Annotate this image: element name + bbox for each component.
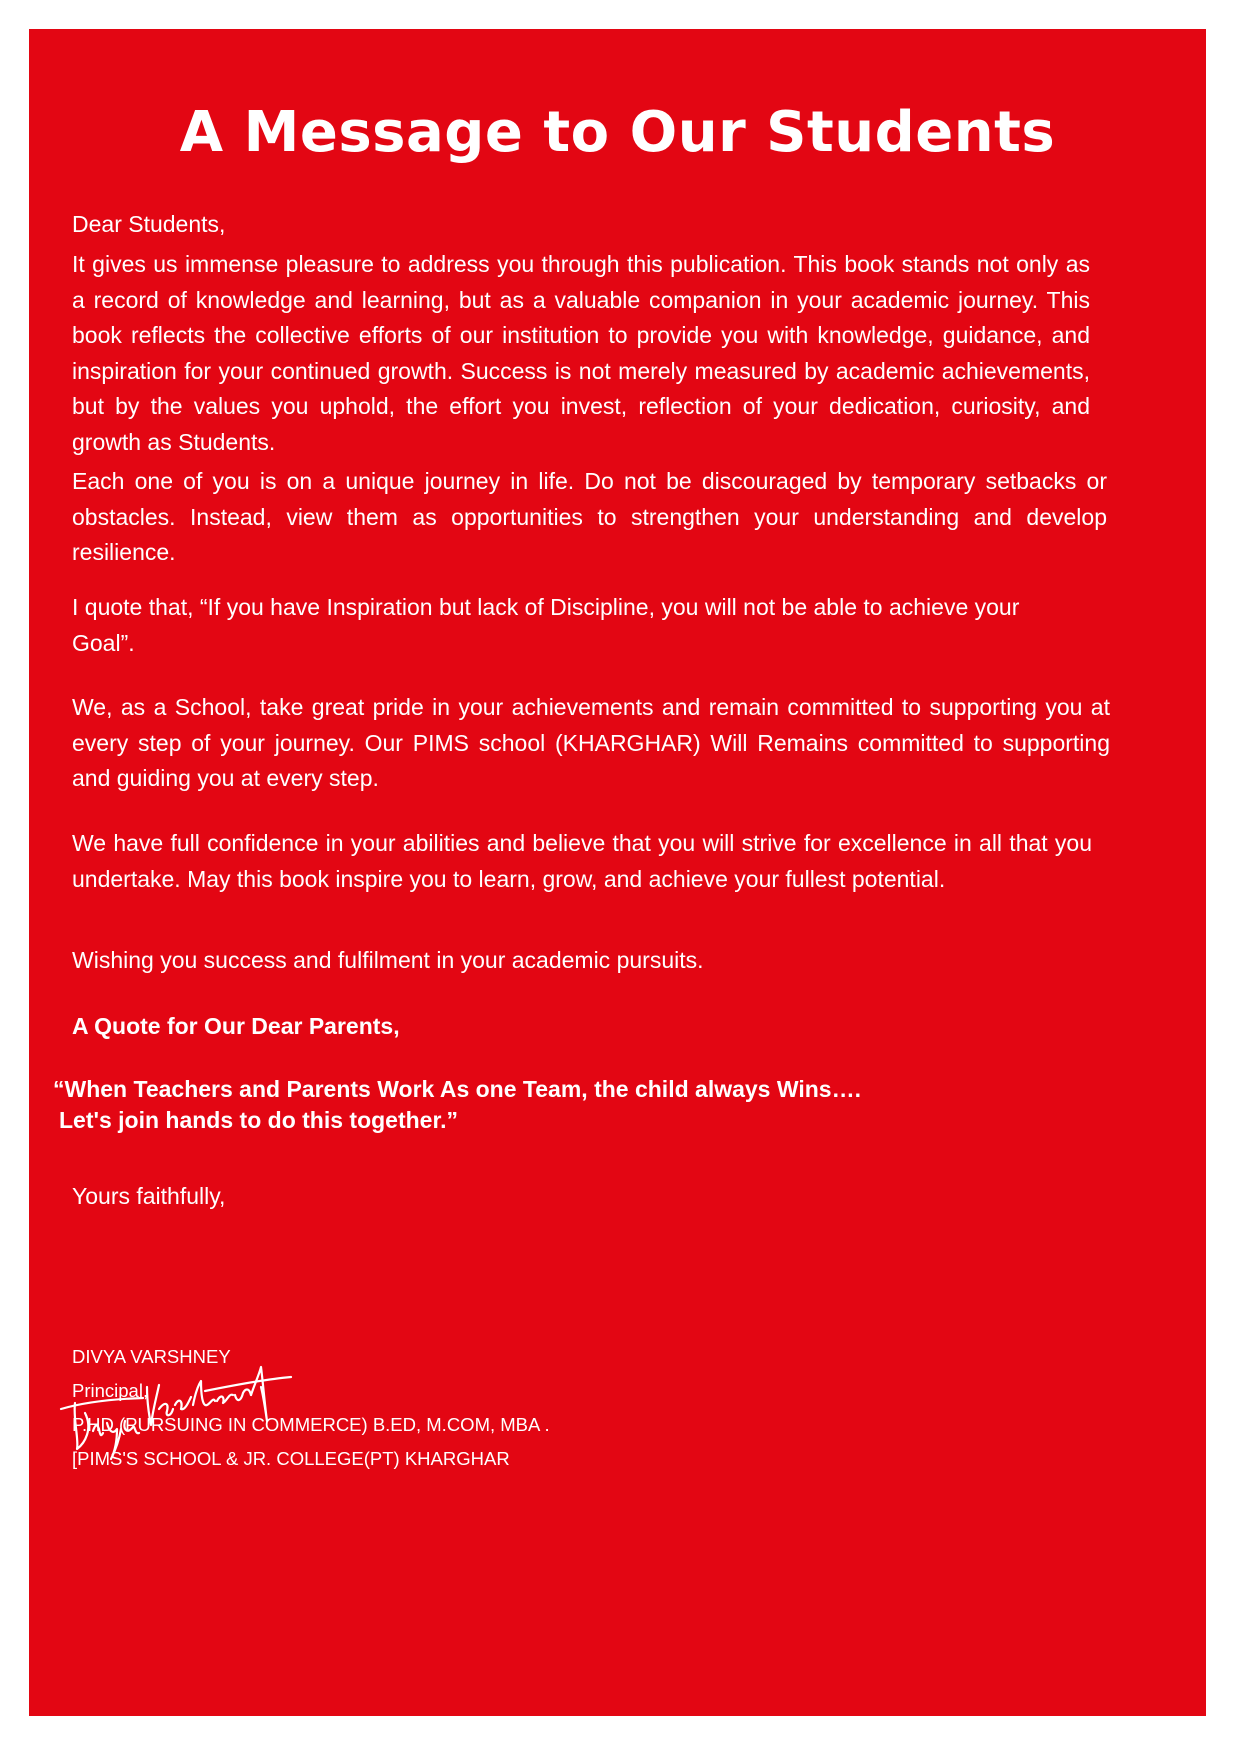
page-title: A Message to Our Students — [179, 100, 1056, 165]
signatory-role: Principal, — [72, 1380, 149, 1401]
paragraph-quote: I quote that, “If you have Inspiration but lack of Discipline, you will not be able to achieve your Goal”. — [72, 594, 1020, 656]
signatory-institution: [PIMS'S SCHOOL & JR. COLLEGE(PT) KHARGHAR — [72, 1448, 510, 1469]
parents-quote-line-1: “When Teachers and Parents Work As one Team, the child always Wins…. — [53, 1076, 861, 1102]
closing: Yours faithfully, — [72, 1183, 226, 1209]
signature-text: Divya Varshney — [55, 1347, 62, 1348]
paragraph-intro: It gives us immense pleasure to address you through this publication. This book stands not only as a record of knowledge and learning, but as a valuable companion in your academic journey. This book reflects the collective efforts of our institution to provide you with knowledge, guidance, and inspiration for your continued growth. Success is not merely measured by academic achievements, but by the values you uphold, the effort you invest, reflection of your dedication, curiosity, and growth as Students. — [72, 251, 1090, 455]
paragraph-confidence: We have full confidence in your abilities and believe that you will strive for excellence in all that you undertake. May this book inspire you to learn, grow, and achieve your fullest potential. — [72, 830, 1092, 892]
paragraph-journey: Each one of you is on a unique journey in life. Do not be discouraged by temporary setbacks or obstacles. Instead, view them as opportunities to strengthen your understanding and develop resilience. — [72, 468, 1107, 565]
signatory-qualifications: P.HD (PURSUING IN COMMERCE) B.ED, M.COM, MBA . — [72, 1414, 550, 1435]
paragraph-commitment: We, as a School, take great pride in your achievements and remain committed to supporting you at every step of your journey. Our PIMS school (KHARGHAR) Will Remains committed to supporting and guiding you at every step. — [72, 694, 1110, 791]
paragraph-wishes: Wishing you success and fulfilment in your academic pursuits. — [72, 947, 704, 973]
signatory-name: DIVYA VARSHNEY — [72, 1346, 231, 1367]
parents-heading: A Quote for Our Dear Parents, — [72, 1013, 400, 1039]
parents-quote-line-2: Let's join hands to do this together.” — [59, 1107, 459, 1133]
letter-page — [29, 29, 1206, 1716]
salutation: Dear Students, — [72, 211, 226, 237]
